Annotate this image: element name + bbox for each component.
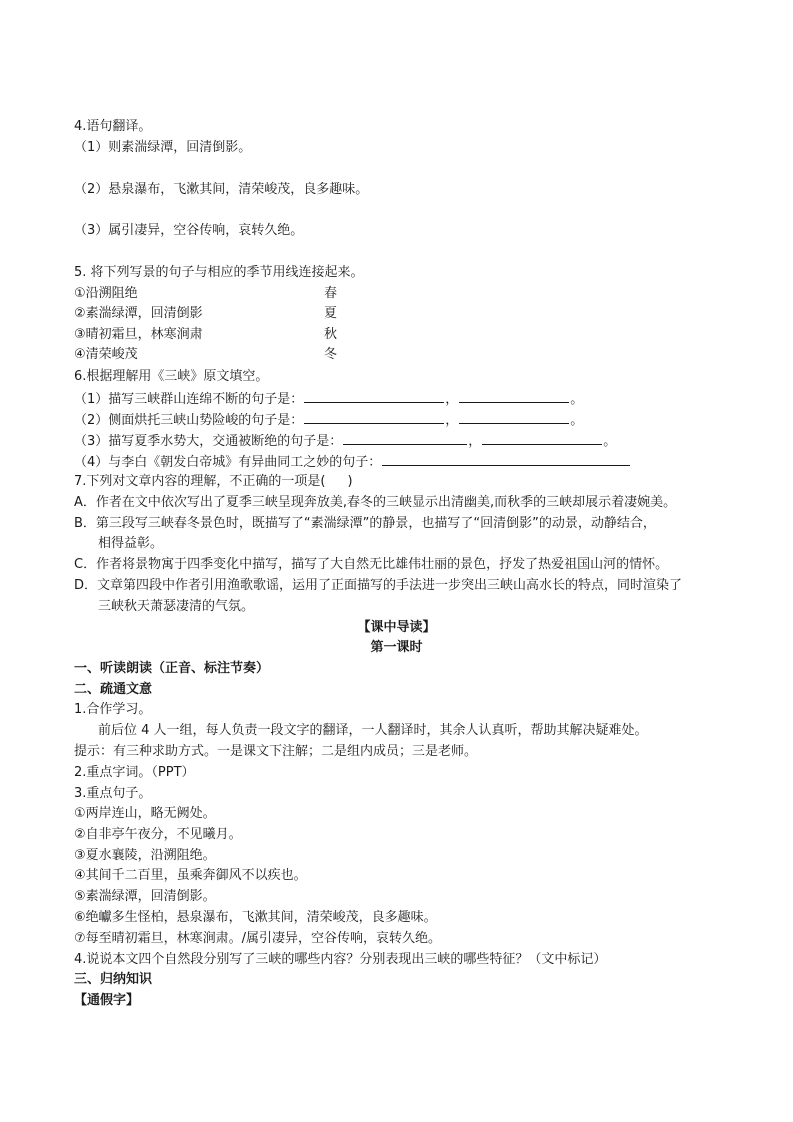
q6-item-2-text: （2）侧面烘托三峡山势险峻的句子是： <box>74 413 304 428</box>
answer-blank[interactable] <box>459 388 569 403</box>
q6-item-3-sep: ， <box>468 434 482 449</box>
answer-blank[interactable] <box>343 430 467 445</box>
q5-left-3: ③晴初霜旦，林寒涧肃 <box>74 327 203 342</box>
answer-blank[interactable] <box>304 388 444 403</box>
q7-title <box>74 472 353 492</box>
part2-words: 2.重点字词。（PPT） <box>74 765 195 780</box>
q5-season-1: 春 <box>324 286 338 301</box>
q4-item-2: （2）悬泉瀑布，飞漱其间，清荣峻茂，良多趣味。 <box>74 182 369 197</box>
q7-title-text: 7.下列对文章内容的理解，不正确的一项是( <box>74 474 326 489</box>
part2-q4: 4.说说本文四个自然段分别写了三峡的哪些内容？分别表现出三峡的哪些特征？（文中标记） <box>74 952 607 967</box>
q5-left-2: ②素湍绿潭，回清倒影 <box>74 306 203 321</box>
part3-subtitle: 【通假字】 <box>74 993 140 1008</box>
sentence-item: ①两岸连山，略无阙处。 <box>74 806 216 821</box>
sentence-item: ⑤素湍绿潭，回清倒影。 <box>74 889 216 904</box>
sentence-item: ⑥绝巘多生怪柏，悬泉瀑布，飞漱其间，清荣峻茂，良多趣味。 <box>74 910 437 925</box>
q7-option-d-cont: 三峡秋天萧瑟凄清的气氛。 <box>98 599 255 614</box>
q6-item-3-text: （3）描写夏季水势大，交通被断绝的句子是： <box>74 434 343 449</box>
part2-sentences-title: 3.重点句子。 <box>74 786 152 801</box>
section-subheading: 第一课时 <box>370 640 423 655</box>
q6-item-1-text: （1）描写三峡群山连绵不断的句子是： <box>74 392 304 407</box>
q6-title: 6.根据理解用《三峡》原文填空。 <box>74 369 269 384</box>
q6-item-4-text: （4）与李白《朝发白帝城》有异曲同工之妙的句子： <box>74 455 382 470</box>
part2-coop-title: 1.合作学习。 <box>74 702 152 717</box>
section-heading: 【课中导读】 <box>357 620 436 635</box>
q6-item-2-end: 。 <box>570 413 584 428</box>
q7-title-close: ) <box>347 474 353 489</box>
q6-item-1-end: 。 <box>570 392 584 407</box>
q4-item-1: （1）则素湍绿潭，回清倒影。 <box>74 140 252 155</box>
answer-blank[interactable] <box>382 451 630 466</box>
q5-season-3: 秋 <box>324 327 338 342</box>
answer-blank[interactable] <box>304 409 444 424</box>
q7-option-b-cont: 相得益彰。 <box>98 536 164 551</box>
q5-left-4: ④清荣峻茂 <box>74 347 138 362</box>
q7-option-b: B．第三段写三峡春冬景色时，既描写了“素湍绿潭”的静景，也描写了“回清倒影”的动景，动静结合， <box>74 516 656 531</box>
q7-option-c: C．作者将景物寓于四季变化中描写，描写了大自然无比雄伟壮丽的景色，抒发了热爱祖国山河的情怀。 <box>74 557 669 572</box>
q6-item-2-sep: ， <box>445 413 459 428</box>
part3-title: 三、归纳知识 <box>74 972 153 987</box>
q6-item-4 <box>74 451 631 473</box>
part1-title: 一、听读朗读（正音、标注节奏） <box>74 661 270 676</box>
q4-item-3: （3）属引凄异，空谷传响，哀转久绝。 <box>74 223 304 238</box>
q7-option-a: A．作者在文中依次写出了夏季三峡呈现奔放美,春冬的三峡显示出清幽美,而秋季的三峡却展示着凄婉美。 <box>74 495 677 510</box>
answer-blank[interactable] <box>459 409 569 424</box>
sentence-item: ⑦每至晴初霜旦，林寒涧肃。/属引凄异，空谷传响，哀转久绝。 <box>74 931 442 946</box>
q6-item-1 <box>74 388 583 410</box>
q5-title: 5. 将下列写景的句子与相应的季节用线连接起来。 <box>74 265 364 280</box>
answer-blank[interactable] <box>482 430 602 445</box>
q6-item-3 <box>74 430 616 452</box>
part2-tip: 提示：有三种求助方式。一是课文下注解；二是组内成员；三是老师。 <box>74 744 478 759</box>
sentence-item: ②自非亭午夜分，不见曦月。 <box>74 827 242 842</box>
sentence-item: ③夏水襄陵，沿溯阻绝。 <box>74 848 216 863</box>
q7-option-d: D．文章第四段中作者引用渔歌歌谣，运用了正面描写的手法进一步突出三峡山高水长的特点，同时渲染了 <box>74 578 683 593</box>
q5-left-1: ①沿溯阻绝 <box>74 286 138 301</box>
q5-season-4: 冬 <box>324 347 338 362</box>
q6-item-2 <box>74 409 583 431</box>
part2-title: 二、疏通文意 <box>74 682 153 697</box>
q6-item-3-end: 。 <box>603 434 617 449</box>
sentence-item: ④其间千二百里，虽乘奔御风不以疾也。 <box>74 868 307 883</box>
q5-season-2: 夏 <box>324 306 338 321</box>
part2-coop-text: 前后位 4 人一组，每人负责一段文字的翻译，一人翻译时，其余人认真听，帮助其解决疑难处。 <box>98 723 648 738</box>
q6-item-1-sep: ， <box>445 392 459 407</box>
q4-title: 4.语句翻译。 <box>74 119 152 134</box>
